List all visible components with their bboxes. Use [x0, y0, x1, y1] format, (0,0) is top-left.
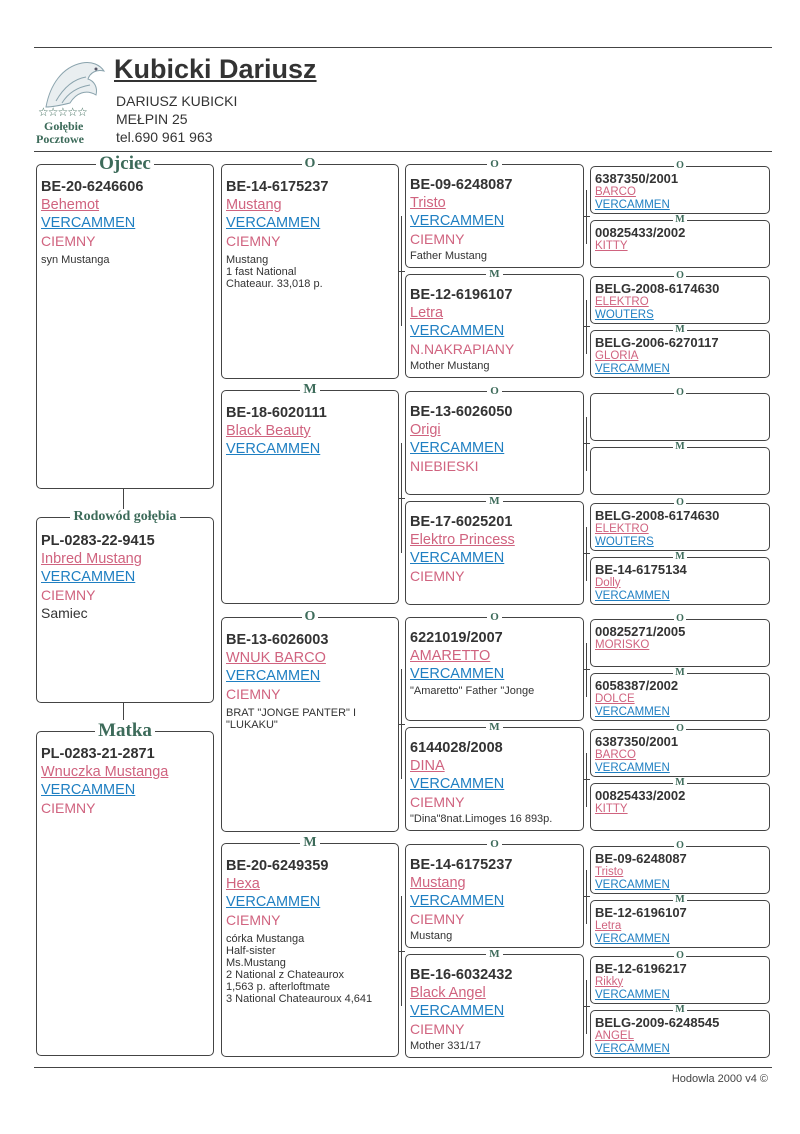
pigeon-color: CIEMNY [41, 587, 96, 603]
gen3-card[interactable] [405, 384, 584, 495]
gen3-body [410, 630, 579, 697]
gen4-breeder[interactable]: WOUTERS [595, 309, 654, 321]
gen3-label-wrap [406, 947, 583, 961]
gen4-card[interactable] [590, 893, 770, 948]
gen3-name[interactable]: Origi [410, 421, 441, 438]
gen4-name[interactable]: Rikky [595, 975, 624, 988]
gen4-body [595, 563, 765, 603]
connector-line [399, 724, 405, 725]
gen4-label: M [675, 214, 685, 225]
gen2-label-wrap [222, 381, 398, 399]
gen3-body [410, 967, 579, 1052]
gen4-name[interactable]: DOLCE [595, 693, 635, 705]
gen3-name[interactable]: Black Angel [410, 984, 486, 1001]
gen4-ring: 6387350/2001 [595, 171, 679, 186]
gen3-label: M [486, 268, 502, 280]
gen4-body [595, 226, 765, 253]
pigeon-breeder[interactable]: VERCAMMEN [41, 569, 136, 585]
pigeon-label: Rodowód gołębia [70, 509, 179, 524]
gen4-label: M [675, 893, 685, 905]
gen3-color: CIEMNY [410, 794, 465, 810]
gen2-breeder[interactable]: VERCAMMEN [226, 441, 321, 457]
gen4-card[interactable] [590, 839, 770, 894]
gen3-breeder[interactable]: VERCAMMEN [410, 776, 505, 792]
gen4-card[interactable] [590, 214, 770, 268]
gen3-ring: BE-14-6175237 [410, 856, 513, 873]
gen4-label-wrap [591, 497, 769, 509]
gen2-body [226, 858, 394, 1005]
header-top-rule [34, 47, 772, 48]
gen2-label: O [302, 156, 319, 171]
gen2-breeder[interactable]: VERCAMMEN [226, 668, 321, 684]
gen3-note: Mother Mustang [410, 360, 490, 372]
gen2-label: O [302, 609, 319, 624]
connector-line [399, 271, 405, 272]
gen2-label-wrap [222, 608, 398, 626]
dam-label: Matka [95, 720, 155, 741]
gen2-card[interactable] [221, 609, 399, 832]
sire-card[interactable] [36, 153, 214, 489]
gen4-label: M [675, 324, 685, 335]
dam-ring: PL-0283-21-2871 [41, 746, 155, 762]
gen4-body [595, 509, 765, 549]
footer-rule [34, 1067, 772, 1068]
gen4-name[interactable]: ELEKTRO [595, 522, 649, 535]
gen2-name[interactable]: Mustang [226, 197, 282, 213]
gen4-ring: BE-12-6196107 [595, 904, 687, 920]
gen4-name[interactable]: ELEKTRO [595, 296, 649, 308]
gen4-name[interactable]: Letra [595, 919, 622, 932]
gen3-ring: BE-16-6032432 [410, 966, 513, 983]
gen4-card[interactable] [590, 949, 770, 1004]
gen2-label: M [300, 382, 319, 397]
gen4-label: M [675, 550, 685, 562]
gen4-body [595, 172, 765, 212]
gen3-name[interactable]: Letra [410, 305, 444, 321]
gen4-label: O [676, 723, 684, 734]
sire-ring: BE-20-6246606 [41, 179, 144, 195]
gen3-label: M [486, 495, 502, 507]
logo-stars: ☆☆☆☆☆ [38, 105, 87, 119]
gen3-card[interactable] [405, 158, 584, 268]
gen4-label: M [675, 777, 685, 788]
dam-name[interactable]: Wnuczka Mustanga [41, 764, 169, 780]
owner-address: MEŁPIN 25 [116, 111, 188, 127]
gen3-card[interactable] [405, 947, 584, 1058]
gen4-body [595, 789, 765, 816]
gen2-label-wrap [222, 155, 398, 173]
gen4-breeder[interactable]: VERCAMMEN [595, 706, 670, 718]
connector-line [586, 417, 587, 471]
gen3-color: NIEBIESKI [410, 457, 479, 474]
gen4-body [595, 625, 765, 652]
gen2-breeder[interactable]: VERCAMMEN [226, 215, 321, 231]
connector-line [584, 779, 590, 780]
gen4-breeder[interactable]: VERCAMMEN [595, 199, 670, 211]
gen4-card[interactable] [590, 270, 770, 324]
gen3-label-wrap [406, 384, 583, 398]
gen3-breeder[interactable]: VERCAMMEN [410, 549, 505, 566]
gen4-ring: 00825433/2002 [595, 225, 686, 240]
gen4-name[interactable]: GLORIA [595, 350, 639, 362]
gen4-label: O [676, 270, 684, 281]
dam-color: CIEMNY [41, 800, 96, 816]
gen4-card[interactable] [590, 324, 770, 378]
owner-phone: tel.690 961 963 [116, 129, 213, 145]
sire-color: CIEMNY [41, 233, 96, 249]
gen4-card[interactable] [590, 496, 770, 551]
gen3-label-wrap [406, 267, 583, 281]
gen3-label-wrap [406, 157, 583, 171]
gen4-ring: BE-09-6248087 [595, 850, 687, 866]
gen4-name[interactable]: MORISKO [595, 639, 650, 651]
gen3-note: "Amaretto" Father "Jonge [410, 685, 535, 697]
gen4-card[interactable] [590, 613, 770, 667]
sire-breeder[interactable]: VERCAMMEN [41, 215, 136, 231]
gen4-label-wrap [591, 840, 769, 852]
gen2-name[interactable]: WNUK BARCO [226, 650, 326, 666]
gen2-label: M [300, 835, 319, 850]
gen3-card[interactable] [405, 494, 584, 605]
gen3-label-wrap [406, 837, 583, 851]
connector-line [586, 300, 587, 354]
pigeon-sex: Samiec [41, 605, 88, 621]
gen4-card[interactable] [590, 1003, 770, 1058]
connector-line [584, 326, 590, 327]
connector-line [584, 216, 590, 217]
gen4-label: M [675, 667, 685, 678]
gen4-label: O [676, 386, 684, 398]
gen4-ring: BELG-2006-6270117 [595, 335, 719, 350]
connector-line [399, 951, 405, 952]
gen2-card[interactable] [221, 156, 399, 379]
gen4-card[interactable] [590, 667, 770, 721]
gen4-ring: BE-14-6175134 [595, 561, 687, 577]
gen4-body [595, 906, 765, 946]
pigeon-card[interactable] [36, 509, 214, 703]
gen4-ring: 00825433/2002 [595, 788, 686, 803]
gen3-name[interactable]: AMARETTO [410, 648, 491, 664]
connector-line [586, 753, 587, 807]
gen3-note: Mother 331/17 [410, 1039, 481, 1052]
dam-breeder[interactable]: VERCAMMEN [41, 782, 136, 798]
gen4-label: M [675, 440, 685, 452]
gen2-label-wrap [222, 834, 398, 852]
owner-name: DARIUSZ KUBICKI [116, 93, 238, 109]
gen3-label-wrap [406, 610, 583, 624]
gen4-label: O [676, 496, 684, 508]
gen3-body [410, 514, 579, 587]
gen4-label-wrap [591, 441, 769, 453]
gen3-body [410, 287, 579, 372]
gen3-breeder[interactable]: VERCAMMEN [410, 892, 505, 909]
gen4-card[interactable] [590, 550, 770, 605]
gen3-card[interactable] [405, 721, 584, 831]
gen4-body [595, 336, 765, 376]
connector-line [399, 498, 405, 499]
pigeon-name[interactable]: Inbred Mustang [41, 551, 142, 567]
gen2-breeder[interactable]: VERCAMMEN [226, 894, 321, 910]
gen2-color: CIEMNY [226, 233, 281, 249]
gen3-label: O [487, 838, 502, 850]
gen4-breeder[interactable]: VERCAMMEN [595, 1042, 670, 1055]
gen4-label: O [676, 839, 684, 851]
gen2-card[interactable] [221, 835, 399, 1057]
gen2-color: CIEMNY [226, 686, 281, 702]
gen3-ring: BE-13-6026050 [410, 403, 513, 420]
gen4-breeder[interactable]: VERCAMMEN [595, 932, 670, 945]
gen4-body [595, 852, 765, 892]
gen4-name[interactable]: ANGEL [595, 1029, 634, 1042]
gen3-color: CIEMNY [410, 1020, 465, 1037]
gen2-name[interactable]: Hexa [226, 876, 260, 892]
gen3-card[interactable] [405, 268, 584, 378]
gen3-label-wrap [406, 720, 583, 734]
gen3-breeder[interactable]: VERCAMMEN [410, 666, 505, 682]
gen4-ring: BE-12-6196217 [595, 960, 687, 976]
gen4-label: M [675, 1003, 685, 1015]
gen2-ring: BE-20-6249359 [226, 858, 329, 874]
gen4-breeder[interactable]: VERCAMMEN [595, 988, 670, 1001]
logo [36, 55, 108, 147]
gen3-note: Father Mustang [410, 250, 488, 262]
gen4-body [595, 679, 765, 719]
gen4-body [595, 282, 765, 322]
gen4-label: O [676, 613, 684, 624]
gen3-color: CIEMNY [410, 231, 465, 247]
gen2-ring: BE-13-6026003 [226, 632, 329, 648]
gen4-label: O [676, 949, 684, 961]
gen4-ring: BELG-2008-6174630 [595, 281, 720, 296]
connector-line [584, 1006, 590, 1007]
gen4-label: O [676, 160, 684, 171]
gen3-name[interactable]: Tristo [410, 195, 446, 211]
gen3-body [410, 857, 579, 942]
gen4-label-wrap [591, 894, 769, 906]
gen4-ring: 00825271/2005 [595, 624, 686, 639]
gen2-card[interactable] [221, 382, 399, 604]
gen3-note: Mustang [410, 929, 453, 942]
gen2-name[interactable]: Black Beauty [226, 423, 311, 439]
gen4-ring: 6058387/2002 [595, 678, 679, 693]
gen2-note: Mustang 1 fast National Chateaur. 33,018 p. [226, 254, 323, 290]
gen3-name[interactable]: DINA [410, 758, 445, 774]
gen3-color: CIEMNY [410, 567, 465, 584]
header-bottom-rule [34, 151, 772, 152]
gen3-breeder[interactable]: VERCAMMEN [410, 213, 505, 229]
gen4-label-wrap [591, 551, 769, 563]
gen4-body [595, 962, 765, 1002]
connector-line [586, 870, 587, 924]
gen3-label: O [487, 158, 502, 170]
gen4-breeder[interactable]: VERCAMMEN [595, 762, 670, 774]
gen4-card[interactable] [590, 777, 770, 831]
gen3-label: M [486, 948, 502, 960]
gen3-ring: BE-09-6248087 [410, 177, 513, 193]
connector-line [584, 896, 590, 897]
gen3-ring: 6144028/2008 [410, 740, 503, 756]
gen4-name[interactable]: Dolly [595, 576, 621, 589]
gen3-note: "Dina"8nat.Limoges 16 893p. [410, 813, 553, 825]
gen2-note: córka Mustanga Half-sister Ms.Mustang 2 National z Chateaurox 1,563 p. afterloftmate 3 National Chateauroux 4,641 [226, 933, 373, 1005]
gen3-body [410, 177, 579, 262]
logo-text-1: Gołębie [44, 119, 84, 133]
page-title: Kubicki Dariusz [114, 54, 317, 84]
gen3-breeder[interactable]: VERCAMMEN [410, 439, 505, 456]
connector-line [584, 443, 590, 444]
dam-card[interactable] [36, 720, 214, 1056]
gen2-note: BRAT "JONGE PANTER" I "LUKAKU" [226, 707, 357, 731]
footer-text: Hodowla 2000 v4 © [671, 1073, 768, 1085]
gen2-ring: BE-14-6175237 [226, 179, 329, 195]
sire-name[interactable]: Behemot [41, 197, 100, 213]
gen3-name[interactable]: Mustang [410, 874, 466, 891]
connector-line [584, 669, 590, 670]
gen4-ring: BELG-2008-6174630 [595, 507, 720, 523]
gen4-breeder[interactable]: VERCAMMEN [595, 878, 670, 891]
gen4-breeder[interactable]: VERCAMMEN [595, 589, 670, 602]
gen3-label: O [487, 385, 502, 397]
gen3-label-wrap [406, 494, 583, 508]
gen4-name[interactable]: KITTY [595, 240, 628, 252]
gen4-ring: BELG-2009-6248545 [595, 1014, 720, 1030]
sire-note: syn Mustanga [41, 254, 110, 266]
gen4-name[interactable]: BARCO [595, 186, 636, 198]
sire-label: Ojciec [96, 153, 154, 174]
gen3-color: CIEMNY [410, 910, 465, 927]
gen3-body [410, 740, 579, 825]
logo-text-2: Pocztowe [36, 132, 84, 146]
gen3-ring: BE-17-6025201 [410, 513, 513, 530]
gen3-breeder[interactable]: VERCAMMEN [410, 1002, 505, 1019]
gen3-body [410, 404, 579, 477]
gen3-label: M [486, 721, 502, 733]
gen3-card[interactable] [405, 837, 584, 948]
connector-line [586, 527, 587, 581]
connector-line [586, 980, 587, 1034]
gen4-card[interactable] [590, 386, 770, 441]
gen4-body [595, 1016, 765, 1056]
gen3-label: O [487, 611, 502, 623]
gen3-ring: 6221019/2007 [410, 630, 503, 646]
gen4-name[interactable]: KITTY [595, 803, 628, 815]
gen4-label-wrap [591, 950, 769, 962]
gen4-breeder[interactable]: WOUTERS [595, 535, 654, 548]
gen4-body [595, 735, 765, 775]
pigeon-ring: PL-0283-22-9415 [41, 533, 155, 549]
gen4-breeder[interactable]: VERCAMMEN [595, 363, 670, 375]
gen4-card[interactable] [590, 440, 770, 495]
gen3-card[interactable] [405, 611, 584, 721]
connector-line [584, 553, 590, 554]
gen3-breeder[interactable]: VERCAMMEN [410, 323, 505, 339]
gen4-card[interactable] [590, 723, 770, 777]
gen4-label-wrap [591, 387, 769, 399]
gen2-body [226, 405, 394, 462]
gen4-label-wrap [591, 1004, 769, 1016]
gen3-color: N.NAKRAPIANY [410, 341, 515, 357]
gen4-ring: 6387350/2001 [595, 734, 679, 749]
gen4-card[interactable] [590, 160, 770, 214]
gen2-color: CIEMNY [226, 912, 281, 928]
connector-line [586, 190, 587, 244]
gen3-ring: BE-12-6196107 [410, 287, 513, 303]
gen4-name[interactable]: Tristo [595, 865, 624, 878]
gen4-name[interactable]: BARCO [595, 749, 636, 761]
gen2-body [226, 179, 394, 290]
connector-line [586, 643, 587, 697]
gen3-name[interactable]: Elektro Princess [410, 531, 515, 548]
gen2-ring: BE-18-6020111 [226, 405, 327, 421]
gen2-body [226, 632, 394, 731]
